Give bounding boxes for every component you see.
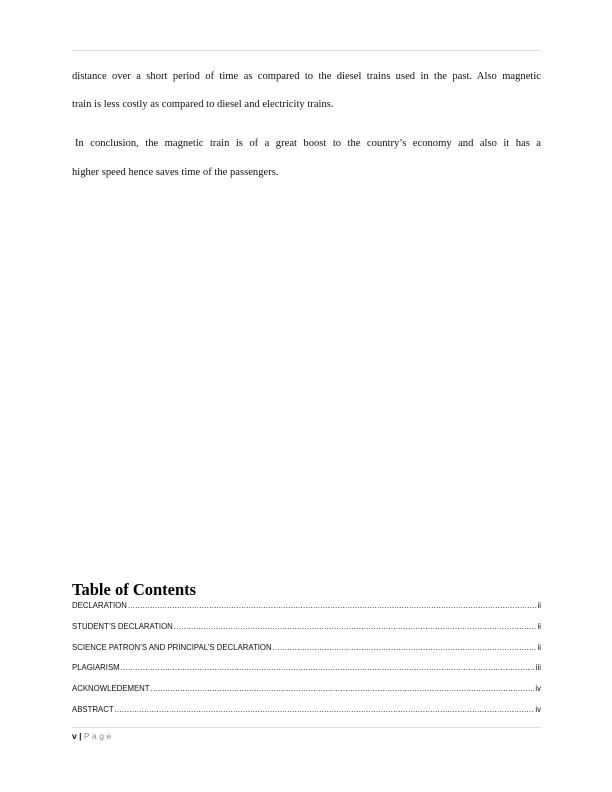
body-line: In conclusion, the magnetic train is of a great boost to the country’s economy and also it has a [75, 138, 541, 149]
toc-entry[interactable] [72, 622, 541, 631]
toc-entry-label: PLAGIARISM [72, 663, 120, 672]
toc-entry-page: iv [535, 684, 541, 693]
body-line: higher speed hence saves time of the passengers. [72, 167, 279, 178]
toc-entry[interactable] [72, 684, 541, 693]
toc-entry[interactable] [72, 601, 541, 610]
toc-leader [121, 663, 535, 672]
toc-entry[interactable] [72, 643, 541, 652]
footer-separator: | [79, 731, 82, 741]
toc-entry[interactable] [72, 663, 541, 672]
toc-leader [115, 705, 535, 714]
body-line: train is less costly as compared to diesel and electricity trains. [72, 99, 334, 110]
toc-entry-page: ii [537, 601, 541, 610]
toc-leader [151, 684, 535, 693]
header-rule [72, 50, 541, 51]
toc-leader [273, 643, 537, 652]
toc-entry-label: ACKNOWLEDEMENT [72, 684, 150, 693]
page-label: Page [83, 731, 114, 741]
toc-entry-page: ii [537, 643, 541, 652]
page-number: v [72, 731, 77, 741]
toc-heading: Table of Contents [72, 580, 197, 599]
body-line: distance over a short period of time as compared to the diesel trains used in the past. Also magnetic [72, 71, 541, 82]
toc-entry[interactable] [72, 705, 541, 714]
toc-entry-label: DECLARATION [72, 601, 127, 610]
toc-entry-label: SCIENCE PATRON’S AND PRINCIPAL’S DECLARATION [72, 643, 272, 652]
toc-leader [128, 601, 537, 610]
toc-entry-page: iv [535, 705, 541, 714]
toc-entry-page: ii [537, 622, 541, 631]
toc-entry-label: STUDENT’S DECLARATION [72, 622, 173, 631]
footer-rule [72, 727, 541, 728]
toc-entry-page: iii [535, 663, 541, 672]
toc-entry-label: ABSTRACT [72, 705, 114, 714]
page-footer [72, 731, 114, 741]
toc-leader [174, 622, 537, 631]
